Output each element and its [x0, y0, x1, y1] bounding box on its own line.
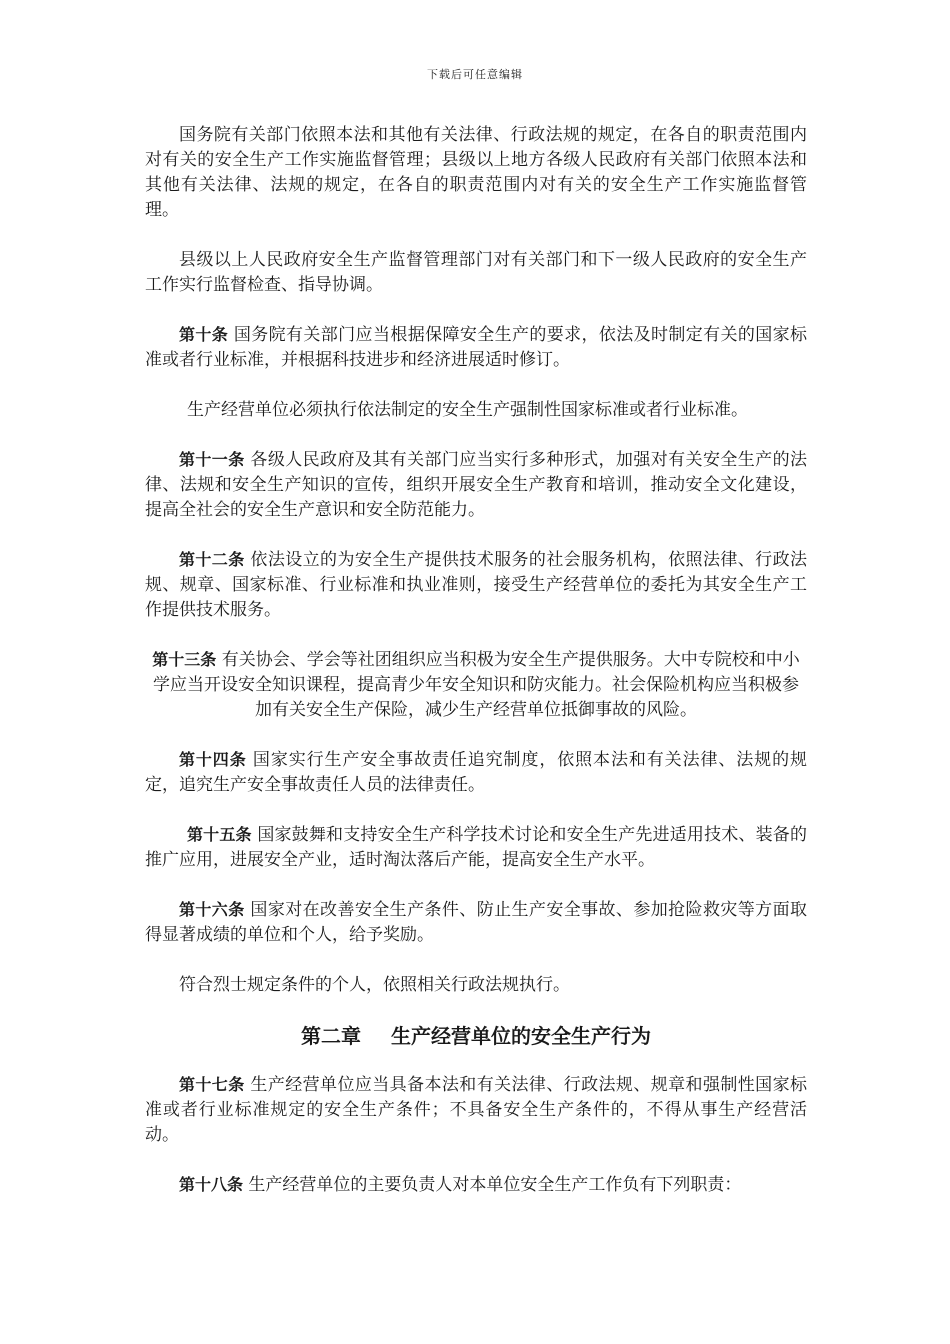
chapter-title: 生产经营单位的安全生产行为	[391, 1024, 651, 1048]
paragraph-4	[145, 397, 807, 423]
paragraph-text: 县级以上人民政府安全生产监督管理部门对有关部门和下一级人民政府的安全生产工作实行监督检查、指导协调。	[145, 250, 807, 295]
paragraph-text: 国家实行生产安全事故责任追究制度，依照本法和有关法律、法规的规定，追究生产安全事故责任人员的法律责任。	[145, 750, 807, 795]
article-16	[145, 897, 807, 948]
article-12	[145, 547, 807, 623]
article-11	[145, 447, 807, 523]
paragraph-2	[145, 247, 807, 298]
article-14	[145, 747, 807, 798]
article-lead: 第十七条	[179, 1075, 245, 1094]
chapter-number: 第二章	[301, 1024, 361, 1048]
article-lead: 第十一条	[179, 450, 245, 469]
paragraph-text: 有关协会、学会等社团组织应当积极为安全生产提供服务。大中专院校和中小学应当开设安全知识课程，提高青少年安全知识和防灾能力。社会保险机构应当积极参加有关安全生产保险，减少生产经营单位抵御事故的风险。	[153, 650, 800, 720]
paragraph-11	[145, 972, 807, 998]
article-18	[145, 1172, 807, 1198]
document-body	[145, 122, 807, 1222]
article-17	[145, 1072, 807, 1148]
article-10	[145, 322, 807, 373]
article-lead: 第十三条	[152, 650, 217, 669]
article-lead: 第十五条	[187, 825, 252, 844]
header-note: 下载后可任意编辑	[427, 68, 523, 81]
article-lead: 第十二条	[179, 550, 245, 569]
paragraph-text: 国家对在改善安全生产条件、防止生产安全事故、参加抢险救灾等方面取得显著成绩的单位和个人，给予奖励。	[145, 900, 807, 945]
paragraph-text: 生产经营单位应当具备本法和有关法律、行政法规、规章和强制性国家标准或者行业标准规定的安全生产条件；不具备安全生产条件的，不得从事生产经营活动。	[145, 1075, 807, 1145]
article-lead: 第十四条	[179, 750, 247, 769]
article-lead: 第十八条	[179, 1175, 244, 1194]
article-15	[145, 822, 807, 873]
paragraph-text: 国务院有关部门依照本法和其他有关法律、行政法规的规定，在各自的职责范围内对有关的安全生产工作实施监督管理；县级以上地方各级人民政府有关部门依照本法和其他有关法律、法规的规定，在各自的职责范围内对有关的安全生产工作实施监督管理。	[145, 125, 807, 220]
paragraph-text: 依法设立的为安全生产提供技术服务的社会服务机构，依照法律、行政法规、规章、国家标准、行业标准和执业准则，接受生产经营单位的委托为其安全生产工作提供技术服务。	[145, 550, 807, 620]
paragraph-text: 生产经营单位的主要负责人对本单位安全生产工作负有下列职责：	[243, 1175, 742, 1195]
paragraph-text: 生产经营单位必须执行依法制定的安全生产强制性国家标准或者行业标准。	[187, 400, 748, 420]
article-13	[145, 647, 807, 723]
article-lead: 第十条	[179, 325, 229, 344]
paragraph-text: 国务院有关部门应当根据保障安全生产的要求，依法及时制定有关的国家标准或者行业标准，并根据科技进步和经济进展适时修订。	[145, 325, 807, 370]
article-lead: 第十六条	[179, 900, 245, 919]
paragraph-text: 符合烈士规定条件的个人，依照相关行政法规执行。	[179, 975, 570, 995]
paragraph-1	[145, 122, 807, 223]
paragraph-text: 国家鼓舞和支持安全生产科学技术讨论和安全生产先进适用技术、装备的推广应用，进展安全产业，适时淘汰落后产能，提高安全生产水平。	[145, 825, 807, 870]
paragraph-text: 各级人民政府及其有关部门应当实行多种形式，加强对有关安全生产的法律、法规和安全生产知识的宣传，组织开展安全生产教育和培训，推动安全文化建设，提高全社会的安全生产意识和安全防范能力。	[145, 450, 807, 520]
chapter-heading	[145, 1022, 807, 1050]
